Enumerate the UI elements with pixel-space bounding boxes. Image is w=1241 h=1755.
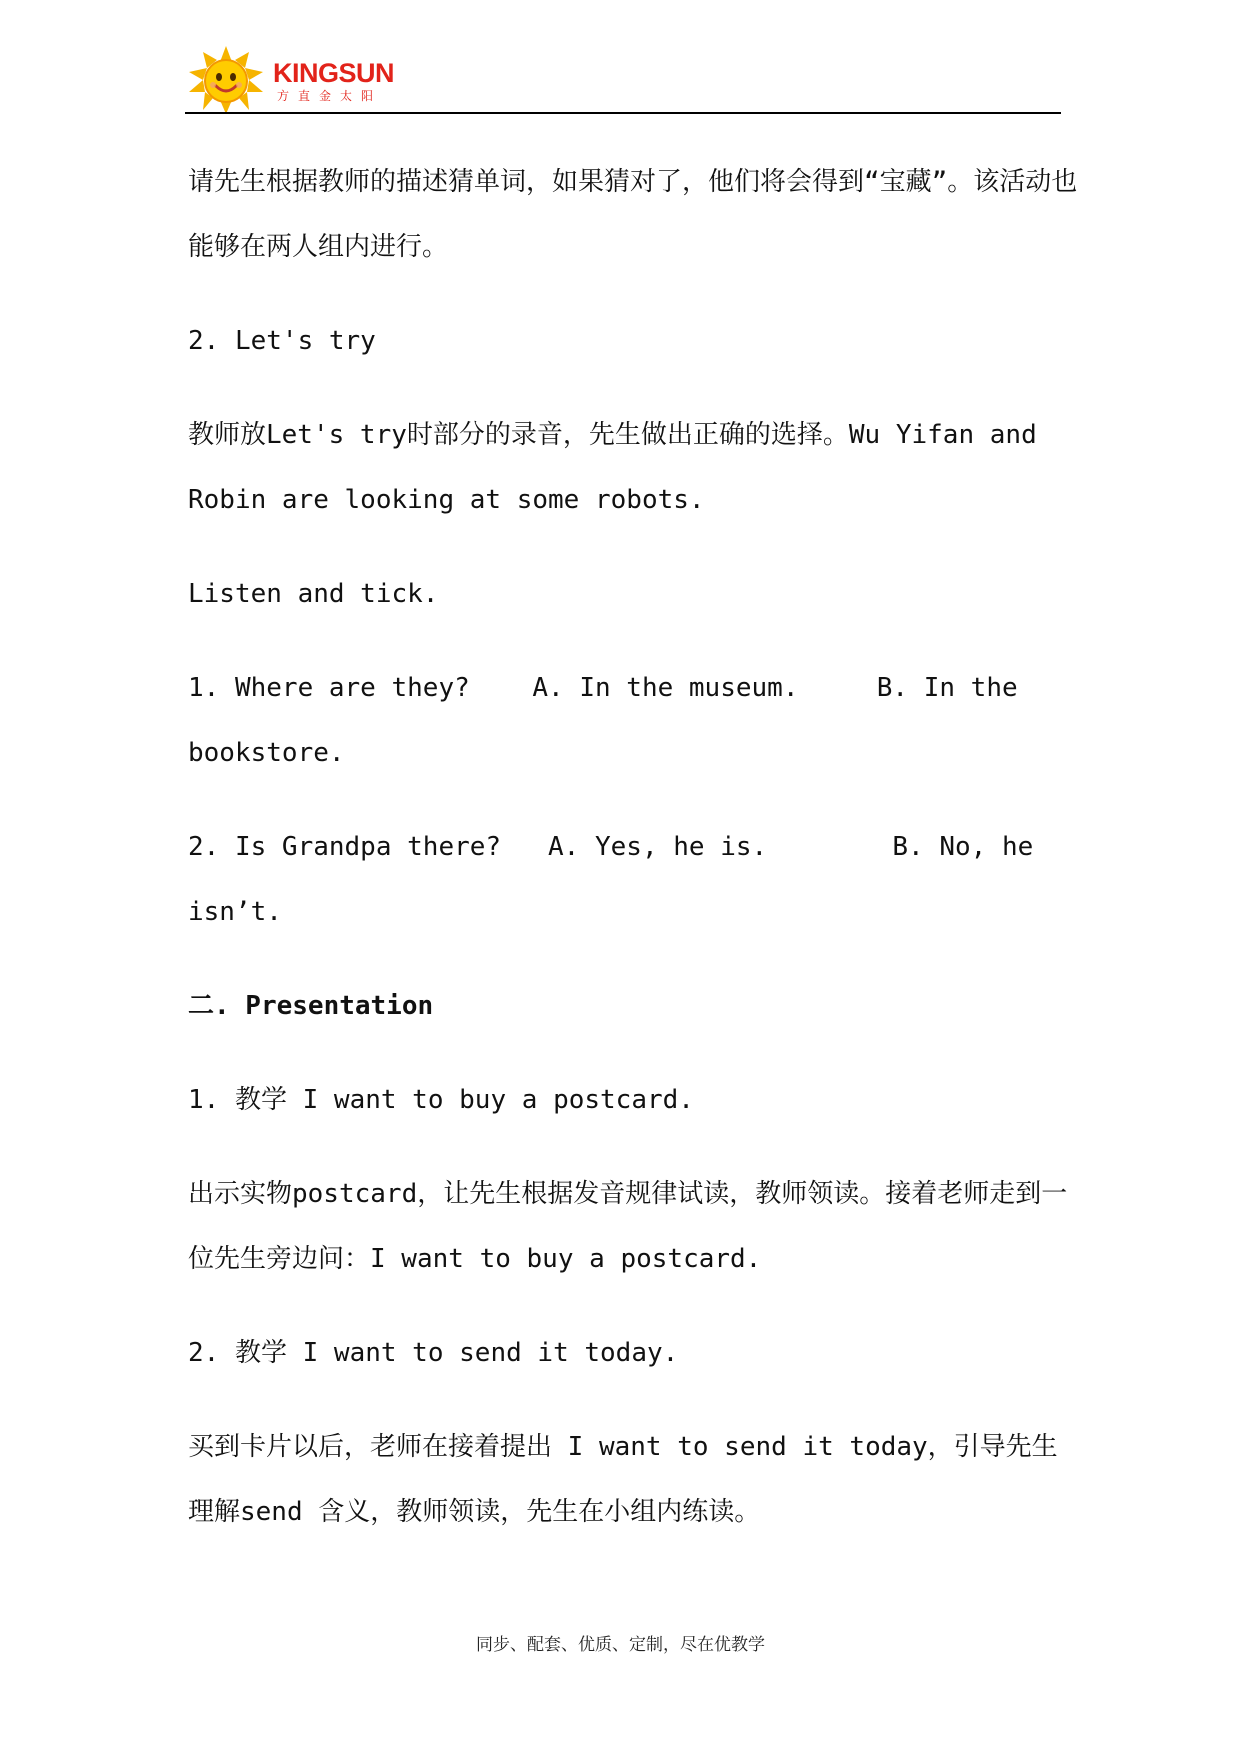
section-heading-presentation: 二. Presentation [188, 991, 434, 1021]
question-1: 1. Where are they? A. In the museum. B. In the bookstore. [188, 673, 1034, 768]
page-footer: 同步、配套、优质、定制，尽在优教学 [476, 1635, 765, 1655]
paragraph-lets-try-intro: 教师放Let's try时部分的录音，先生做出正确的选择。Wu Yifan and Robin are looking at some robots. [188, 420, 1053, 515]
sun-mascot-icon [185, 44, 267, 114]
paragraph-postcard: 出示实物postcard，让先生根据发音规律试读，教师领读。接着老师走到一位先生旁边问：I want to buy a postcard. [188, 1179, 1068, 1274]
step-1-heading: 1. 教学 I want to buy a postcard. [188, 1085, 694, 1115]
brand-name: KINGSUN [273, 58, 395, 88]
page-header [185, 42, 1061, 116]
step-2-heading: 2. 教学 I want to send it today. [188, 1338, 679, 1368]
paragraph-treasure-activity: 请先生根据教师的描述猜单词，如果猜对了，他们将会得到“宝藏”。该活动也能够在两人组内进行。 [188, 167, 1078, 262]
kingsun-logo [185, 42, 415, 116]
header-divider [185, 112, 1061, 114]
paragraph-send: 买到卡片以后，老师在接着提出 I want to send it today，引导先生理解send 含义，教师领读，先生在小组内练读。 [188, 1432, 1058, 1527]
heading-lets-try: 2. Let's try [188, 326, 376, 356]
brand-subtitle: 方直金太阳 [277, 89, 383, 103]
document-body [188, 150, 1078, 1545]
instruction-listen-and-tick: Listen and tick. [188, 579, 439, 609]
question-2: 2. Is Grandpa there? A. Yes, he is. B. No, he isn’t. [188, 832, 1049, 927]
